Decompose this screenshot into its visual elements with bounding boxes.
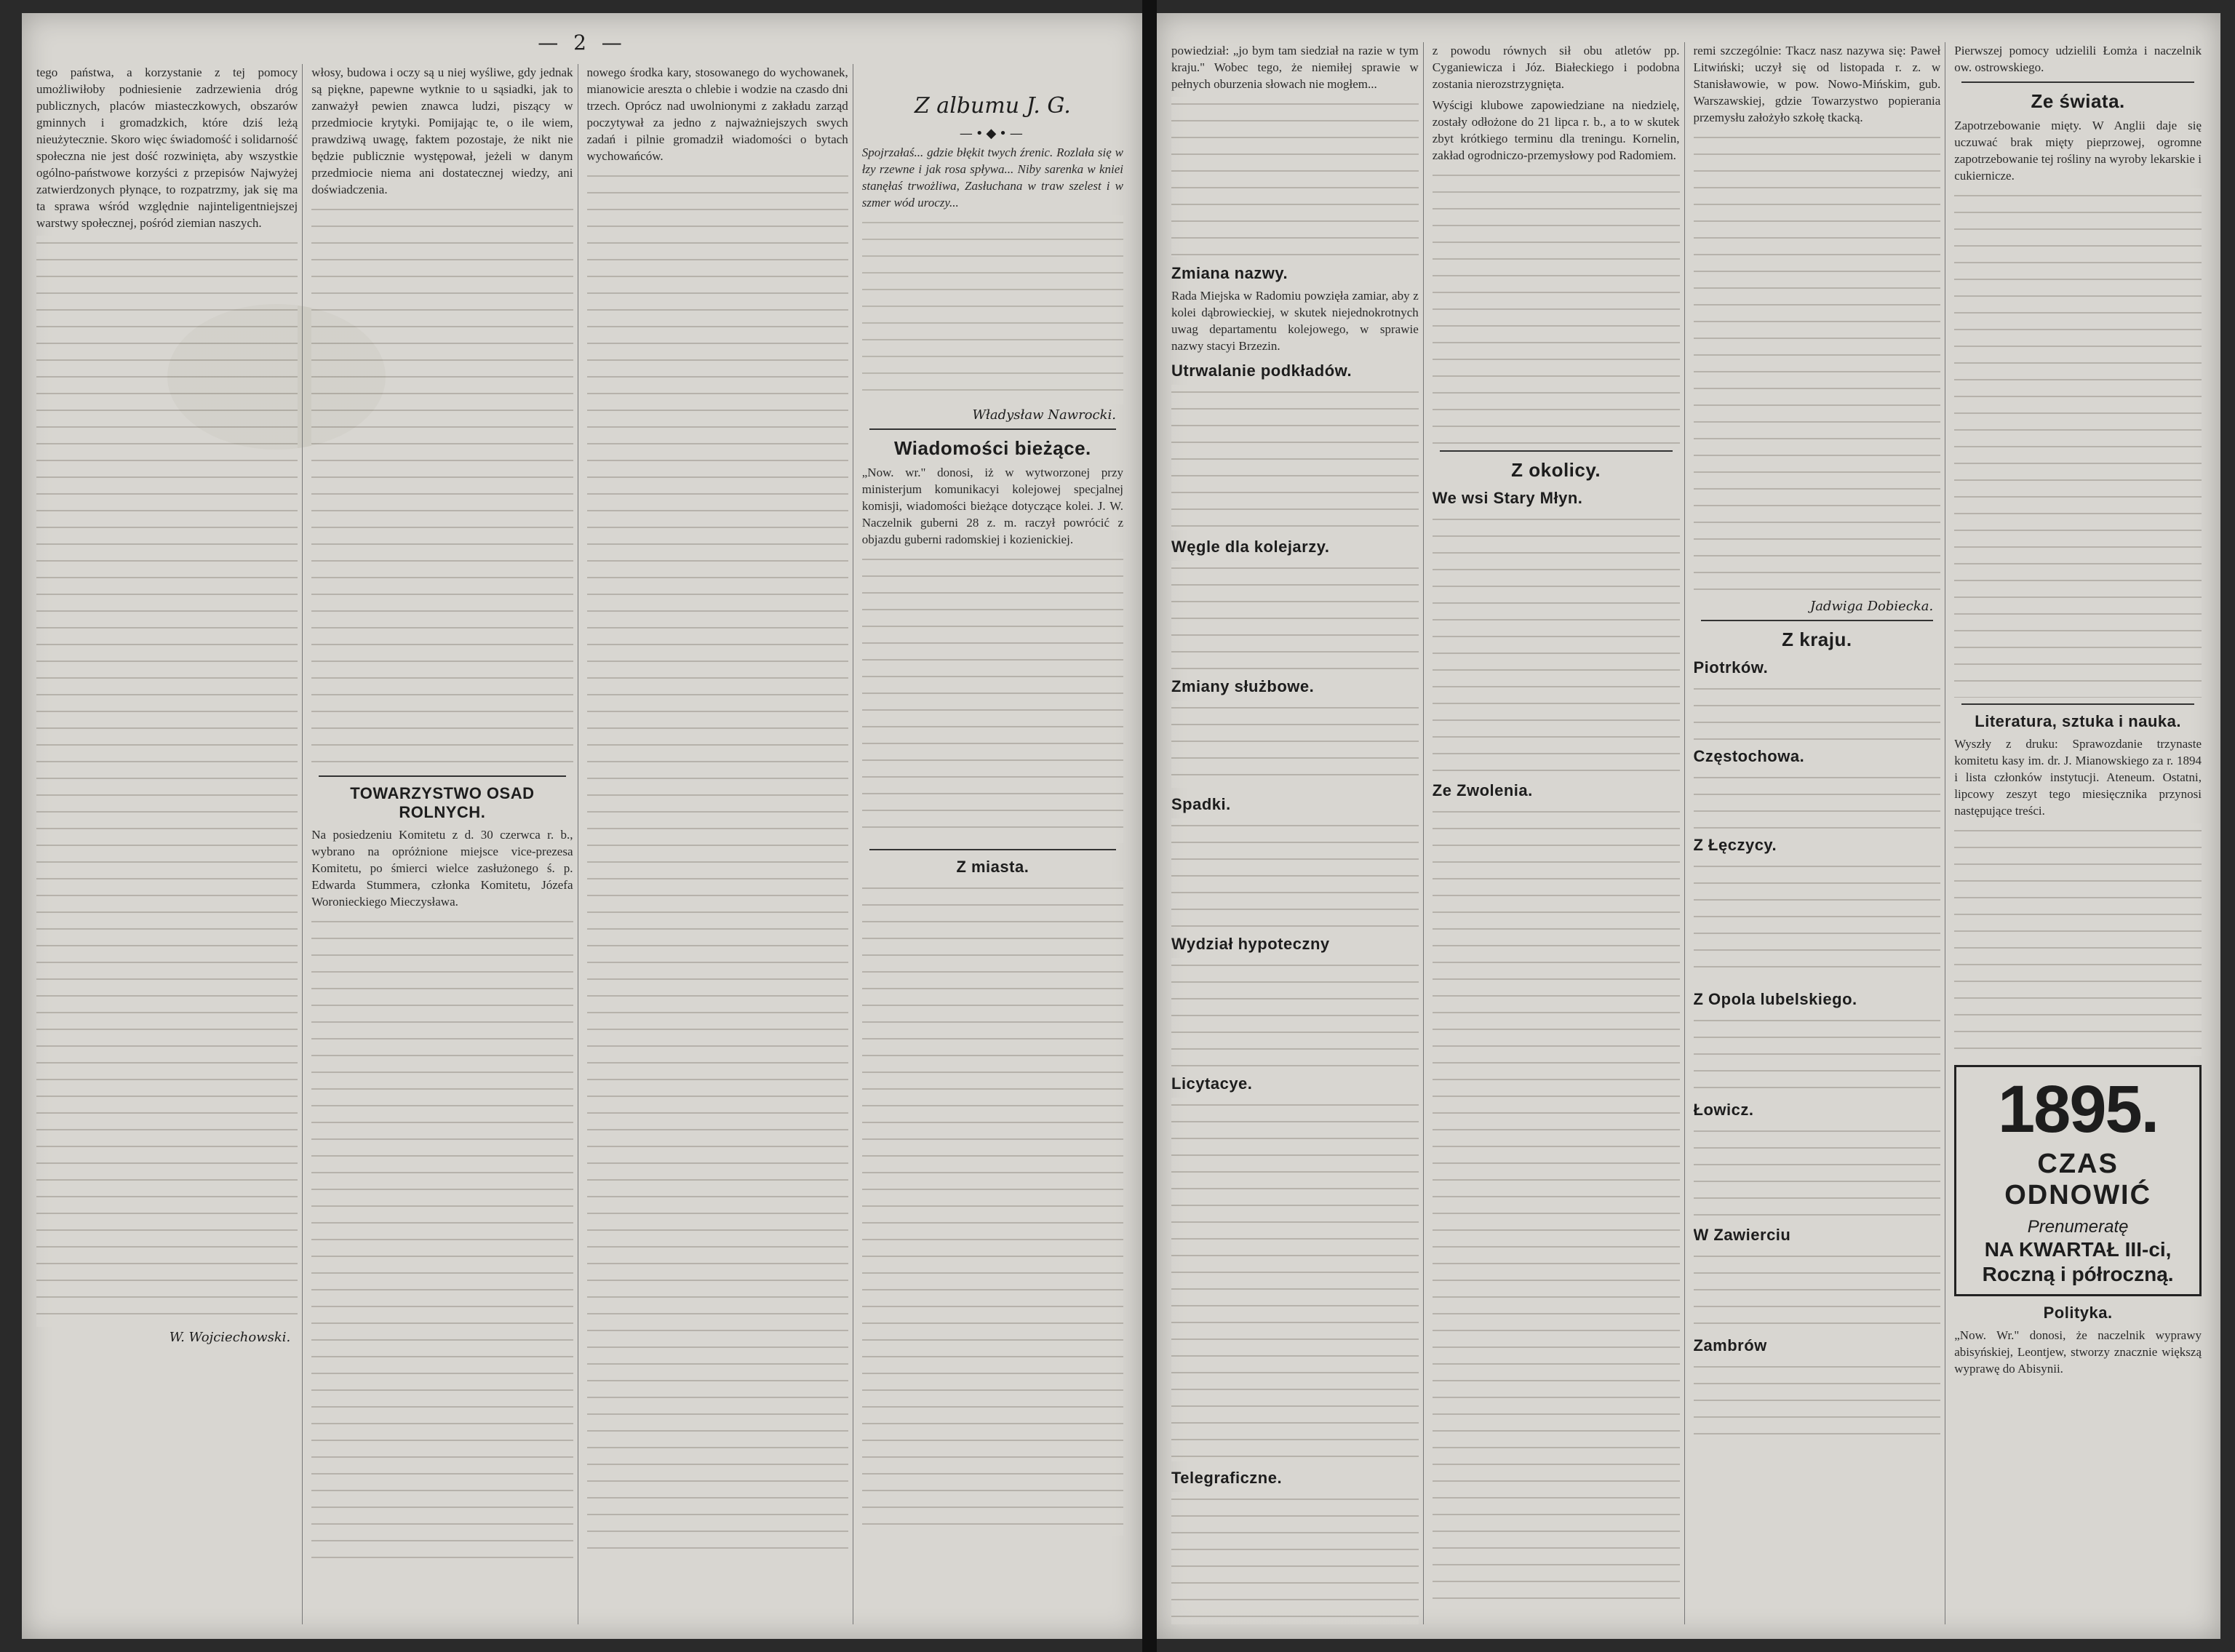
text-lines <box>1694 682 1941 740</box>
text-lines <box>1171 958 1419 1067</box>
left-col-2 <box>311 64 578 1624</box>
section-heading: Spadki. <box>1171 795 1231 813</box>
left-col-3 <box>587 64 853 1624</box>
section-heading: Utrwalanie podkładów. <box>1171 362 1352 380</box>
text-lines <box>1694 130 1941 596</box>
section-heading: Licytacye. <box>1171 1074 1253 1093</box>
text-lines <box>862 881 1123 1536</box>
article-text: nowego środka kary, stosowanego do wychowanek, mianowicie areszta o chlebie i wodzie na czasdo dni trzech. Oprócz nad uwolnionymi z zakładu zarząd poczytywał za jedno z najważniejszych swych zadań i pilnie gromadził wiadomości o bytach wychowańców. <box>586 65 848 163</box>
ad-subtitle: Prenumeratę <box>2027 1217 2129 1237</box>
section-heading: Z okolicy. <box>1511 459 1601 481</box>
article-text: włosy, budowa i oczy są u niej wyśliwe, gdy jednak są piękne, papewne wytknie to u sąsiadki, jak to zanważył pewien znawca ludzi, piszący w przedmiocie krytyki. Pomijając te, o ile wiem, prawdziwą uwagę, faktem pozostaje, że nikt nie będzie publicznie występował, jeżeli w danym przedmiocie niema ani dostatecznej wiedzy, ani doświadczenia. <box>311 65 573 196</box>
divider <box>1440 450 1673 452</box>
left-col-1 <box>36 64 303 1624</box>
divider <box>1961 81 2194 83</box>
text-lines <box>1171 561 1419 670</box>
text-lines <box>1433 512 1680 774</box>
section-heading: Polityka. <box>2043 1304 2113 1322</box>
section-heading: Węgle dla kolejarzy. <box>1171 538 1330 556</box>
section-heading: TOWARZYSTWO OSAD ROLNYCH. <box>350 784 535 821</box>
left-page <box>22 13 1142 1639</box>
article-text: Zapotrzebowanie mięty. W Anglii daje się uczuwać brak mięty pieprzowej, ogromne zapotrzebowanie tej rośliny na wyroby lekarskie i cukiernicze. <box>1954 119 2202 183</box>
text-lines <box>1694 1124 1941 1218</box>
section-heading: W Zawierciu <box>1693 1226 1791 1244</box>
text-lines <box>1433 168 1680 444</box>
section-heading: Częstochowa. <box>1693 747 1805 765</box>
section-heading: Literatura, sztuka i nauka. <box>1975 712 2181 730</box>
ad-year: 1895. <box>1998 1072 2159 1146</box>
text-lines <box>862 552 1123 843</box>
article-text: remi szczególnie: Tkacz nasz nazywa się: Paweł Litwiński; uczył się od listopada r. z. w Stanisławowie, w pow. Nowo-Mińskim, gub. Warszawskiej, gdzie Towarzystwo popierania przemysłu założyło szkołę tkacką. <box>1693 44 1941 124</box>
text-lines <box>1694 770 1941 829</box>
article-text: powiedział: „jo bym tam siedział na razie w tym kraju." Wobec tego, że niemiłej sprawie w pełnych oburzenia słowach nie mogłem... <box>1171 44 1419 91</box>
book-gutter <box>1142 0 1157 1652</box>
text-lines <box>1171 701 1419 788</box>
text-lines <box>587 169 848 1551</box>
article-text: Na posiedzeniu Komitetu z d. 30 czerwca r. b., wybrano na opróżnione miejsce vice-prezesa Komitetu, po śmierci wielce zasłużonego ś. p. Edwarda Stummera, członka Komitetu, Józefa Woronieckiego Mieczysława. <box>311 828 573 909</box>
divider <box>869 849 1116 850</box>
section-heading: Zmiany służbowe. <box>1171 677 1315 695</box>
section-heading: Zmiana nazwy. <box>1171 264 1288 282</box>
right-page <box>1157 13 2220 1639</box>
text-lines <box>1433 805 1680 1605</box>
section-heading: Wiadomości bieżące. <box>893 437 1091 459</box>
signature: W. Wojciechowski. <box>169 1330 291 1345</box>
text-lines <box>1694 1249 1941 1329</box>
article-text: tego państwa, a korzystanie z tej pomocy umożliwiłoby podniesienie zadrzewienia dróg publicznych, placów miasteczkowych, obszarów gminnych i gromadzkich, które dziś leżą nieużytecznie. Skoro więc świadomość i solidarność społeczna nie jest dość rozwinięta, aby wszystkie ogólno-państwowe korzyści z przepisów Najwyżej zatwierdzonych płynące, to rozpatrzmy, jak się ma ta sprawa wśród względnie najinteligentniejszej warstwy społecznej, pośród ziemian naszych. <box>36 65 298 230</box>
subscription-ad <box>1954 1065 2202 1296</box>
divider <box>1961 703 2194 705</box>
text-lines <box>1171 97 1419 257</box>
signature: Władysław Nawrocki. <box>972 407 1116 423</box>
ornament: —•◆•— <box>959 126 1026 141</box>
text-lines <box>1694 1013 1941 1093</box>
right-col-2 <box>1433 42 1685 1624</box>
right-col-1 <box>1171 42 1424 1624</box>
poem-title: Z albumu J. G. <box>914 93 1071 119</box>
text-lines <box>1954 188 2202 698</box>
section-heading: We wsi Stary Młyn. <box>1432 489 1583 507</box>
article-text: Pierwszej pomocy udzielili Łomża i naczelnik ow. ostrowskiego. <box>1954 44 2202 74</box>
section-heading: Ze Zwolenia. <box>1432 781 1533 799</box>
article-text: „Now. Wr." donosi, że naczelnik wyprawy abisyńskiej, Leontjew, stworzy znacznie większą wyprawę do Abisynii. <box>1954 1328 2202 1376</box>
section-heading: Z Opola lubelskiego. <box>1693 990 1857 1008</box>
section-heading: Z Łęczycy. <box>1693 836 1777 854</box>
signature: Jadwiga Dobiecka. <box>1809 599 1934 614</box>
ad-line: Roczną i półroczną. <box>1982 1263 2174 1285</box>
article-text: z powodu równych sił obu atletów pp. Cyganiewicza i Józ. Białeckiego i podobna zostania nierozstrzygnięta. <box>1432 44 1680 91</box>
ad-title: CZAS ODNOWIĆ <box>2004 1149 2152 1210</box>
article-text: „Now. wr." donosi, iż w wytworzonej przy ministerjum komunikacyi kolejowej specjalnej komisji, wiadomości bieżące dotyczące kolei. J. W. Naczelnik guberni 28 z. m. raczył powrócić z objazdu guberni radomskiej i kozienickiej. <box>861 466 1123 546</box>
text-lines <box>1694 859 1941 983</box>
page-number: — 2 — <box>538 31 626 55</box>
article-text: Wyszły z druku: Sprawozdanie trzynaste komitetu kasy im. dr. J. Mianowskiego za r. 1894 i lista członków instytucji. Ateneum. Ostatni, lipcowy zeszyt tego miesięcznika przynosi następujące treści. <box>1954 737 2202 818</box>
text-lines <box>1954 823 2202 1056</box>
divider <box>869 428 1116 430</box>
section-heading: Ze świata. <box>2031 90 2125 112</box>
right-columns <box>1171 42 2206 1624</box>
right-col-3 <box>1694 42 1946 1624</box>
text-lines <box>1171 818 1419 927</box>
right-col-4 <box>1954 42 2206 1624</box>
text-lines <box>1171 385 1419 530</box>
section-heading: Piotrków. <box>1693 658 1769 677</box>
section-heading: Zambrów <box>1693 1336 1767 1354</box>
left-columns <box>36 64 1128 1624</box>
section-heading: Wydział hypoteczny <box>1171 935 1330 953</box>
text-lines <box>311 914 573 1569</box>
article-text: Rada Miejska w Radomiu powzięła zamiar, aby z kolei dąbrowieckiej, w skutek niejednokrotnych uwag departamentu kolejowego, w sprawie nazwy stacyi Brzezin. <box>1171 289 1419 353</box>
text-lines <box>36 236 298 1327</box>
section-heading: Telegraficzne. <box>1171 1469 1283 1487</box>
text-lines <box>1171 1098 1419 1461</box>
text-lines <box>311 202 573 770</box>
article-text: Wyścigi klubowe zapowiedziane na niedzielę, zostały odłożone do 21 lipca r. b., a to w skutek zbyt krótkiego terminu dla treningu. Kornelin, zakład ogrodniczo-przemysłowy pod Radomiem. <box>1432 98 1680 162</box>
text-lines <box>1694 1360 1941 1447</box>
text-lines <box>1171 1492 1419 1624</box>
ad-line: NA KWARTAŁ III-ci, <box>1984 1238 2172 1261</box>
text-lines <box>862 215 1123 404</box>
section-heading: Łowicz. <box>1693 1101 1754 1119</box>
left-col-4 <box>862 64 1128 1624</box>
divider <box>319 775 565 777</box>
section-heading: Z kraju. <box>1782 629 1852 650</box>
section-heading: Z miasta. <box>956 858 1029 876</box>
poem-text: Spojrzałaś... gdzie błękit twych źrenic. Rozlała się w łzy rzewne i jak rosa spływa... Niby sarenka w kniei stanęłaś trwożliwa, Zasłuchana w traw szelest i w szmer wód uroczy... <box>861 145 1123 210</box>
divider <box>1701 620 1934 621</box>
